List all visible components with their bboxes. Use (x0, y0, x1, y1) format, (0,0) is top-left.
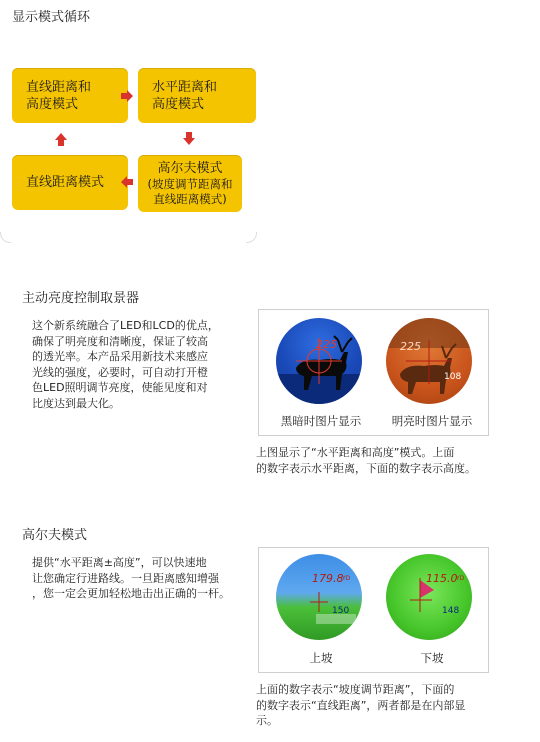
mode-box-text-line2: (坡度调节距离和 (147, 177, 233, 191)
scope-downhill-top-readout: 115.0 (426, 572, 458, 585)
text-line: ，您一定会更加轻松地击出正确的一杆。 (32, 587, 230, 600)
arrow-left-icon (118, 175, 136, 189)
caption-bright: 明亮时图片显示 (391, 414, 473, 428)
scope-bright-top-readout: 225 (400, 340, 421, 353)
golf-flag-icon (386, 554, 472, 640)
text-line: 让您确定行进路线。一旦距离感知增强 (32, 571, 219, 585)
scope-uphill-bottom-readout: 150 (332, 606, 350, 616)
scope-uphill-top-readout: 179.8 (312, 572, 344, 585)
viewfinder-note (256, 445, 526, 476)
scope-downhill-unit: YD (456, 575, 465, 582)
text-line: 的数字表示水平距离，下面的数字表示高度。 (256, 461, 476, 475)
decorative-corner-right (246, 232, 257, 243)
text-line: 这个新系统融合了LED和LCD的优点， (32, 319, 219, 332)
golf-flag-icon (276, 554, 362, 640)
arrow-down-icon (182, 130, 196, 148)
mode-box-text-line3: 直线距离模式) (153, 192, 227, 206)
mode-box-line-distance (12, 155, 128, 210)
text-line: 色LED照明调节亮度，使能见度和对 (32, 381, 208, 394)
golf-note (256, 682, 526, 729)
text-line: 上图显示了“水平距离和高度”模式。上面 (256, 446, 455, 459)
scope-dark-top-readout: 225 (316, 338, 337, 351)
mode-box-line-distance-height (12, 68, 128, 123)
text-line: 光线的强度，必要时，可自动打开橙 (32, 365, 208, 379)
scope-uphill-image (276, 554, 362, 640)
mode-box-text-line2: 高度模式 (26, 96, 79, 112)
viewfinder-description (32, 318, 252, 411)
mode-box-text-line1: 高尔夫模式 (157, 161, 223, 176)
decorative-corner-left (0, 232, 11, 243)
caption-uphill: 上坡 (309, 651, 333, 665)
text-line: 上面的数字表示“坡度调节距离”，下面的 (256, 683, 455, 696)
text-line: 示。 (256, 714, 278, 727)
mode-box-text-line1: 直线距离和 (26, 79, 92, 95)
caption-downhill: 下坡 (420, 651, 444, 665)
text-line: 比度达到最大化。 (32, 396, 120, 410)
text-line: 的数字表示“直线距离”，两者都是在内部显 (256, 698, 466, 712)
mode-box-golf (138, 155, 242, 212)
mode-box-text: 直线距离模式 (26, 175, 105, 190)
text-line: 确保了明亮度和清晰度，保证了较高 (32, 334, 208, 348)
section-title-mode-cycle: 显示模式循环 (12, 10, 91, 25)
text-line: 提供“水平距离±高度”，可以快速地 (32, 556, 207, 569)
section-title-viewfinder: 主动亮度控制取景器 (22, 291, 140, 306)
deer-silhouette-icon (276, 318, 362, 404)
scope-dark-image (276, 318, 362, 404)
scope-bright-bottom-readout: 108 (444, 372, 462, 382)
section-title-golf-mode: 高尔夫模式 (22, 528, 88, 543)
golf-mode-description (32, 555, 258, 602)
mode-box-horizontal-distance-height (138, 68, 256, 123)
mode-box-text-line1: 水平距离和 (152, 79, 218, 95)
scope-uphill-unit: YD (342, 575, 351, 582)
mode-box-text-line2: 高度模式 (152, 96, 205, 112)
deer-icon (386, 318, 472, 404)
arrow-right-icon (118, 89, 136, 103)
caption-dark: 黑暗时图片显示 (280, 414, 362, 428)
arrow-up-icon (54, 130, 68, 148)
scope-downhill-image (386, 554, 472, 640)
text-line: 的透光率。本产品采用新技术来感应 (32, 350, 208, 363)
scope-downhill-bottom-readout: 148 (442, 606, 460, 616)
scope-bright-image (386, 318, 472, 404)
